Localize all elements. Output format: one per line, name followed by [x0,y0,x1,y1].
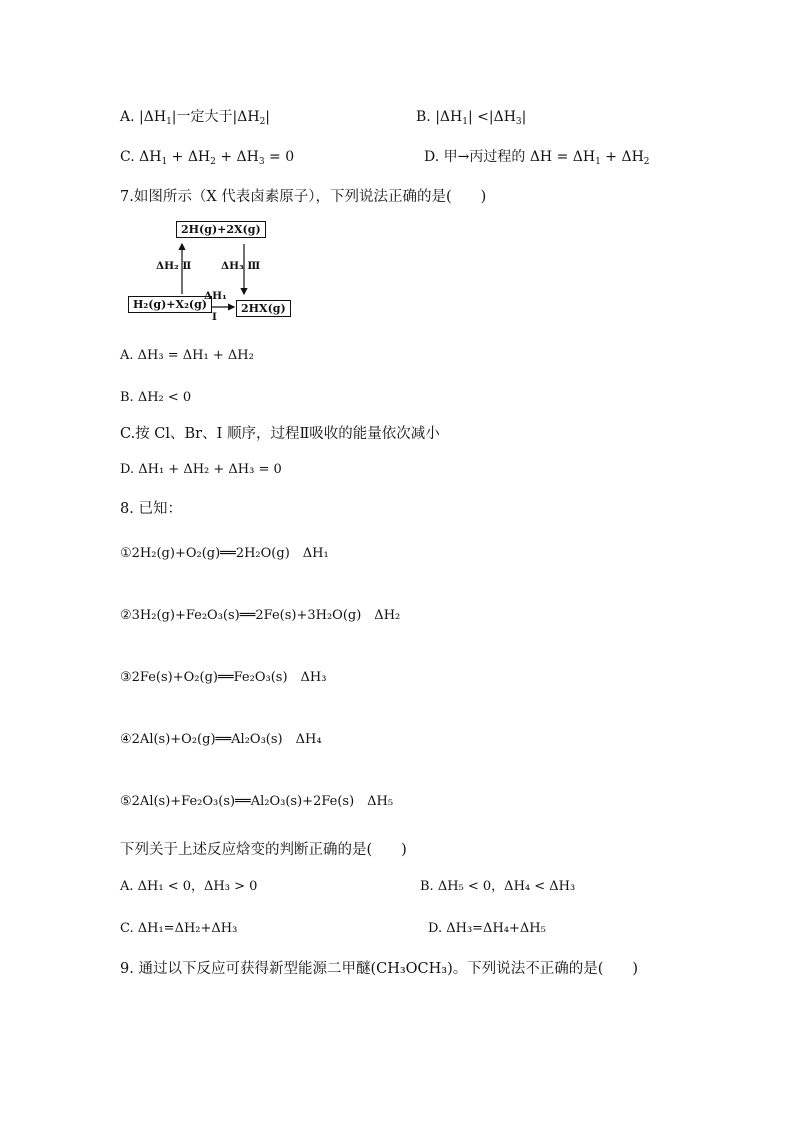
q7-option-d: D. ΔH₁ + ΔH₂ + ΔH₃ = 0 [120,462,282,477]
label-i-bottom: Ⅰ [212,311,217,323]
label-iii: ΔH₃ Ⅲ [221,260,261,272]
q8-option-d: D. ΔH₃=ΔH₄+ΔH₅ [428,921,546,936]
q8-question: 下列关于上述反应焓变的判断正确的是( ) [120,842,407,858]
q8-option-a: A. ΔH₁ < 0，ΔH₃ > 0 [120,879,258,894]
q8-option-b: B. ΔH₅ < 0，ΔH₄ < ΔH₃ [420,879,576,894]
top-box: 2H(g)+2X(g) [176,221,266,238]
left-box: H₂(g)+X₂(g) [128,296,212,313]
q6-option-c: C. $\Delta H_1 + \Delta H_2 + \Delta H_3 = 0$ [120,149,295,167]
q8-reaction-4: ④2Al(s)+O₂(g)══Al₂O₃(s) ΔH₄ [120,732,322,747]
q7-option-a: A. ΔH₃ = ΔH₁ + ΔH₂ [120,348,254,363]
q8-reaction-3: ③2Fe(s)+O₂(g)══Fe₂O₃(s) ΔH₃ [120,670,327,685]
label-ii: ΔH₂ Ⅱ [156,260,192,272]
right-box: 2HX(g) [236,300,291,317]
q8-reaction-2: ②3H₂(g)+Fe₂O₃(s)══2Fe(s)+3H₂O(g) ΔH₂ [120,608,401,623]
energy-cycle-diagram [124,218,284,328]
q8-reaction-5: ⑤2Al(s)+Fe₂O₃(s)══Al₂O₃(s)+2Fe(s) ΔH₅ [120,794,394,809]
q7-stem: 7.如图所示（X 代表卤素原子），下列说法正确的是( ) [120,189,487,205]
q6-option-b: B. $|\Delta H_1| <|\Delta H_3|$ [416,109,527,127]
label-i-top: ΔH₁ [204,290,227,302]
q6-option-a: A. $|\Delta H_1|$一定大于$|\Delta H_2|$ [120,109,271,127]
q7-option-c: C.按 Cl、Br、I 顺序，过程Ⅱ吸收的能量依次减小 [120,426,440,442]
q8-stem: 8. 已知： [120,501,182,517]
q6-option-d: D. 甲→丙过程的 $\Delta H = \Delta H_1 + \Delta H_2$ [424,149,650,167]
q9-stem: 9. 通过以下反应可获得新型能源二甲醚(CH₃OCH₃)。下列说法不正确的是( ) [120,961,639,977]
q8-reaction-1: ①2H₂(g)+O₂(g)══2H₂O(g) ΔH₁ [120,546,329,561]
q7-option-b: B. ΔH₂ < 0 [120,390,192,405]
q8-option-c: C. ΔH₁=ΔH₂+ΔH₃ [120,921,238,936]
